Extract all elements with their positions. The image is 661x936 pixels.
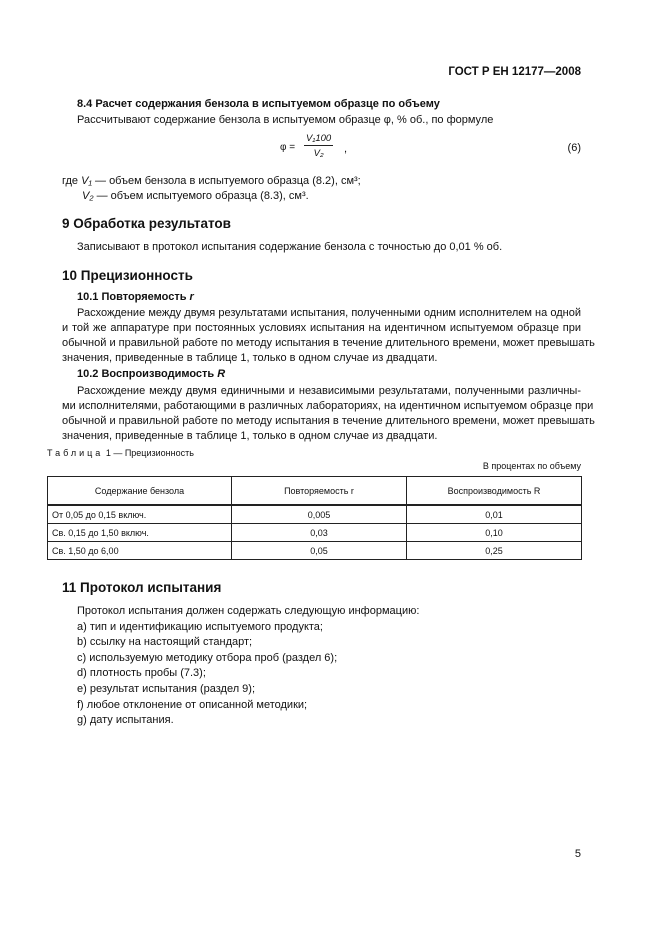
section-11-intro: Протокол испытания должен содержать следующую информацию:	[77, 605, 420, 617]
section-10-2-title	[77, 368, 225, 380]
section-11-body	[77, 604, 419, 729]
section-10-1-paragraph	[62, 306, 595, 366]
list-item: c) используемую методику отбора проб (раздел 6);	[77, 651, 338, 664]
formula-number: (6)	[567, 142, 581, 154]
list-item: b) ссылку на настоящий стандарт;	[77, 636, 253, 649]
table-row	[48, 505, 582, 524]
list-item: a) тип и идентификацию испытуемого продукта;	[77, 620, 323, 633]
table-row	[48, 542, 582, 560]
cell: От 0,05 до 0,15 включ.	[48, 505, 232, 524]
list-item: d) плотность пробы (7.3);	[77, 667, 206, 680]
where-v2	[82, 190, 309, 202]
table-row	[48, 524, 582, 542]
cell: 0,01	[407, 505, 582, 524]
cell: 0,10	[407, 524, 582, 542]
text-line: значения, приведенные в таблице 1, только в одном случае из двадцати.	[62, 352, 438, 364]
text-line: обычной и правильной работе по методу испытания в течение длительного времени, может превышать	[62, 337, 595, 349]
list-item: f) любое отклонение от описанной методики;	[77, 698, 308, 711]
precision-table	[47, 476, 582, 560]
header-cell: Повторяемость r	[232, 477, 407, 506]
section-9-text: Записывают в протокол испытания содержание бензола с точностью до 0,01 % об.	[77, 241, 503, 253]
symbol-r: r	[189, 291, 194, 303]
cell: 0,005	[232, 505, 407, 524]
header-cell: Воспроизводимость R	[407, 477, 582, 506]
formula-lhs: φ =	[280, 142, 296, 153]
v2-symbol: V₂ —	[82, 190, 108, 202]
section-10-2-paragraph	[62, 384, 595, 444]
v2-text: объем испытуемого образца (8.3), см³.	[110, 190, 309, 202]
section-8-4-title: 8.4 Расчет содержания бензола в испытуемом образце по объему	[77, 98, 440, 110]
table-caption-word: Таблица	[47, 448, 104, 458]
table-caption-text: 1 — Прецизионность	[105, 448, 194, 458]
header-cell: Содержание бензола	[48, 477, 232, 506]
cell: Св. 0,15 до 1,50 включ.	[48, 524, 232, 542]
table-header-row	[48, 477, 582, 506]
where-label: где	[62, 175, 79, 187]
section-11-title: 11 Протокол испытания	[62, 580, 222, 595]
section-10-2-label: 10.2 Воспроизводимость	[77, 368, 215, 380]
document-header: ГОСТ Р ЕН 12177—2008	[448, 66, 581, 78]
cell: 0,03	[232, 524, 407, 542]
v1-text: объем бензола в испытуемого образца (8.2), см³;	[109, 175, 361, 187]
page-number: 5	[574, 848, 581, 860]
formula-tail: ,	[344, 143, 348, 155]
cell: 0,05	[232, 542, 407, 560]
section-8-4-intro: Рассчитывают содержание бензола в испытуемом образце φ, % об., по формуле	[77, 114, 494, 126]
formula-numerator: V₁100	[306, 133, 332, 144]
cell: 0,25	[407, 542, 582, 560]
text-line: значения, приведенные в таблице 1, только в одном случае из двадцати.	[62, 430, 438, 442]
formula-denominator: V₂	[313, 148, 324, 159]
table-caption	[47, 448, 194, 458]
text-line: обычной и правильной работе по методу испытания в течение длительного времени, может превышать	[62, 415, 595, 427]
text-line: Расхождение между двумя результатами испытания, полученными одним исполнителем на одной	[77, 307, 581, 319]
list-item: g) дату испытания.	[77, 714, 174, 727]
section-9-title: 9 Обработка результатов	[62, 216, 231, 231]
text-line: и той же аппаратуре при постоянных условиях испытания на идентичном испытуемом образце при	[62, 322, 581, 334]
section-10-title: 10 Прецизионность	[62, 268, 193, 283]
section-10-1-title	[77, 291, 194, 303]
list-item: e) результат испытания (раздел 9);	[77, 682, 256, 695]
symbol-R: R	[217, 368, 226, 380]
cell: Св. 1,50 до 6,00	[48, 542, 232, 560]
where-v1	[62, 175, 361, 187]
formula-fraction	[304, 133, 333, 159]
section-10-1-label: 10.1 Повторяемость	[77, 291, 187, 303]
text-line: Расхождение между двумя единичными и независимыми результатами, полученными различны-	[77, 385, 581, 397]
table-units: В процентах по объему	[482, 461, 581, 471]
v1-symbol: V₁ —	[81, 175, 106, 187]
text-line: ми исполнителями, работающими в различных лабораториях, на идентичном испытуемом образце при	[62, 400, 594, 412]
